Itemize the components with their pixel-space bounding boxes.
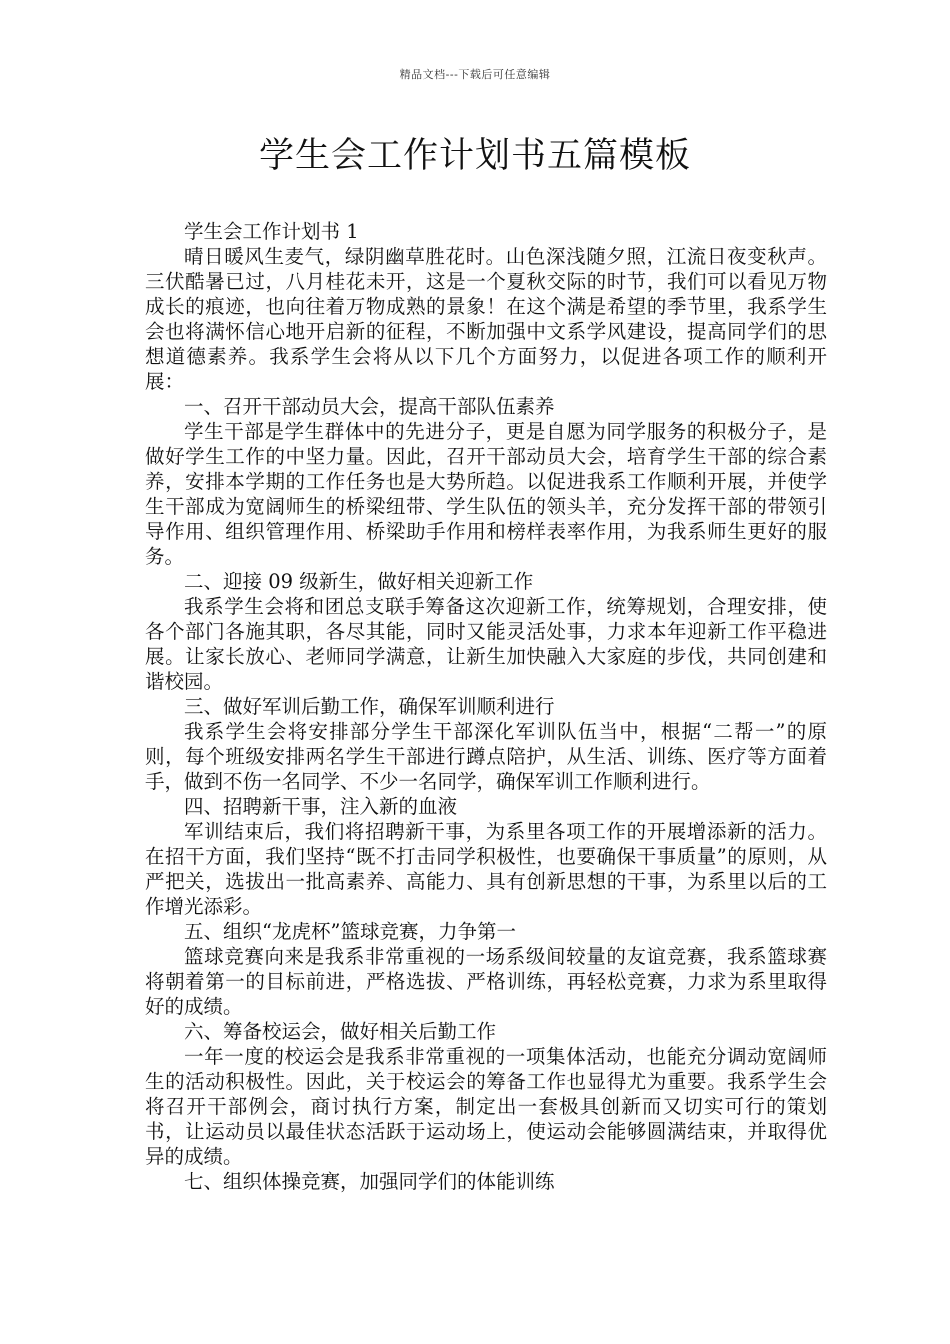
section-heading: 六、筹备校运会，做好相关后勤工作 bbox=[184, 1020, 497, 1043]
document-body bbox=[145, 219, 827, 1194]
body-paragraph: 我系学生会将和团总支联手筹备这次迎新工作，统筹规划，合理安排，使各个部门各施其职，各尽其能，同时又能灵活处事，力求本年迎新工作平稳进展。让家长放心、老师同学满意，让新生加快融入大家庭的步伐，共同创建和谐校园。 bbox=[145, 595, 827, 693]
body-paragraph: 我系学生会将安排部分学生干部深化军训队伍当中，根据“二帮一”的原则，每个班级安排两名学生干部进行蹲点陪护，从生活、训练、医疗等方面着手，做到不伤一名同学、不少一名同学，确保军训工作顺利进行。 bbox=[145, 720, 827, 793]
section-heading: 四、招聘新干事，注入新的血液 bbox=[184, 795, 458, 818]
body-paragraph: 一年一度的校运会是我系非常重视的一项集体活动，也能充分调动宽阔师生的活动积极性。因此，关于校运会的筹备工作也显得尤为重要。我系学生会将召开干部例会，商讨执行方案，制定出一套极具创新而又切实可行的策划书，让运动员以最佳状态活跃于运动场上，使运动会能够圆满结束，并取得优异的成绩。 bbox=[145, 1045, 827, 1168]
document-title: 学生会工作计划书五篇模板 bbox=[258, 136, 691, 176]
section-heading: 二、迎接 09 级新生，做好相关迎新工作 bbox=[184, 570, 534, 593]
section-heading: 学生会工作计划书 1 bbox=[184, 220, 359, 243]
body-paragraph: 篮球竞赛向来是我系非常重视的一场系级间较量的友谊竞赛，我系篮球赛将朝着第一的目标前进，严格选拔、严格训练，再轻松竞赛，力求为系里取得好的成绩。 bbox=[145, 945, 827, 1018]
header-note: 精品文档---下载后可任意编辑 bbox=[399, 68, 551, 81]
section-heading: 三、做好军训后勤工作，确保军训顺利进行 bbox=[184, 695, 555, 718]
body-paragraph: 晴日暖风生麦气，绿阴幽草胜花时。山色深浅随夕照，江流日夜变秋声。三伏酷暑已过，八月桂花未开，这是一个夏秋交际的时节，我们可以看见万物成长的痕迹，也向往着万物成熟的景象！在这个满是希望的季节里，我系学生会也将满怀信心地开启新的征程，不断加强中文系学风建设，提高同学们的思想道德素养。我系学生会将从以下几个方面努力，以促进各项工作的顺利开展： bbox=[145, 245, 827, 393]
body-paragraph: 军训结束后，我们将招聘新干事，为系里各项工作的开展增添新的活力。在招干方面，我们坚持“既不打击同学积极性，也要确保干事质量”的原则，从严把关，选拔出一批高素养、高能力、具有创新思想的干事，为系里以后的工作增光添彩。 bbox=[145, 820, 827, 918]
section-heading: 七、组织体操竞赛，加强同学们的体能训练 bbox=[184, 1170, 555, 1193]
body-paragraph: 学生干部是学生群体中的先进分子，更是自愿为同学服务的积极分子，是做好学生工作的中坚力量。因此，召开干部动员大会，培育学生干部的综合素养，安排本学期的工作任务也是大势所趋。以促进我系工作顺利开展，并使学生干部成为宽阔师生的桥梁纽带、学生队伍的领头羊，充分发挥干部的带领引导作用、组织管理作用、桥梁助手作用和榜样表率作用，为我系师生更好的服务。 bbox=[145, 420, 827, 568]
section-heading: 一、召开干部动员大会，提高干部队伍素养 bbox=[184, 395, 555, 418]
section-heading: 五、组织“龙虎杯”篮球竞赛，力争第一 bbox=[184, 920, 516, 943]
